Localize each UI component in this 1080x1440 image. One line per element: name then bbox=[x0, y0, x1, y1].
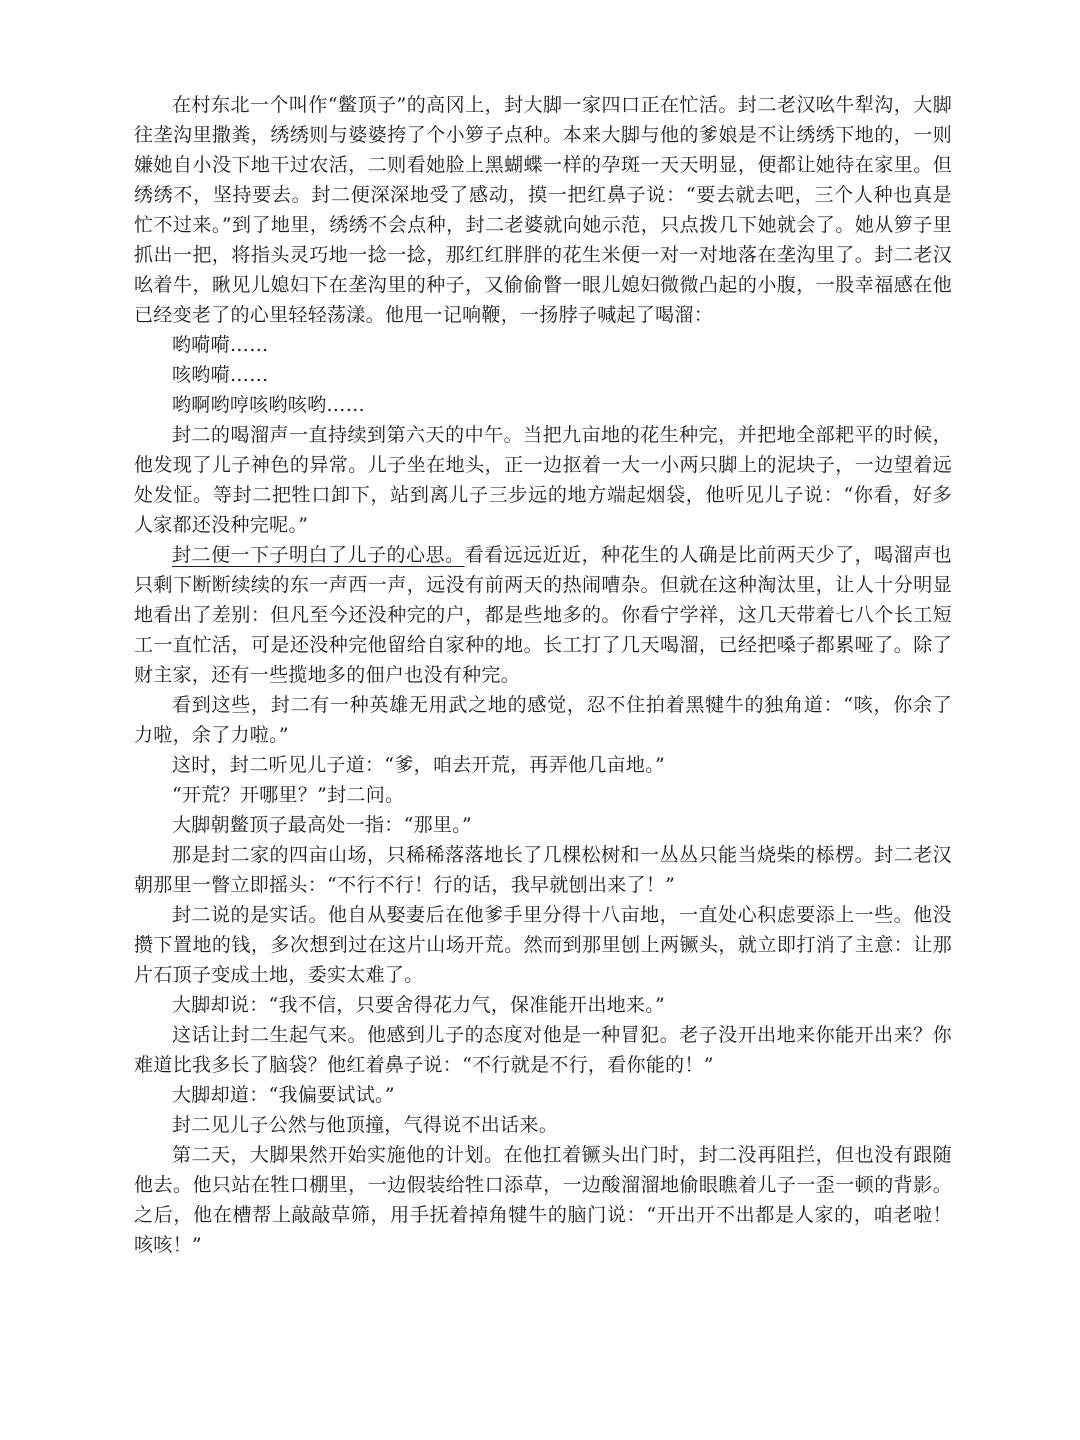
paragraph-16: 封二见儿子公然与他顶撞，气得说不出话来。 bbox=[172, 1114, 559, 1136]
paragraph-15: 大脚却道：“我偏要试试。” bbox=[172, 1084, 395, 1106]
paragraph-10: 大脚朝鳖顶子最高处一指：“那里。” bbox=[172, 814, 473, 836]
paragraph-call-3: 哟啊哟哼咳哟咳哟…… bbox=[172, 394, 366, 416]
paragraph-underlined-rest: 看看远远近近，种花生的人确是比前两天少了，喝溜声也只剩下断断续续的东一声西一声，远没有前两天的热闹嘈杂。但就在这种淘汰里，让人十分明显地看出了差别：但凡至今还没种完的户，都是些地多的。你看宁学祥，这几天带着七八个长工短工一直忙活，可是还没种完他留给自家种的地。长工打了几天喝溜，已经把嗓子都累哑了。除了财主家，还有一些揽地多的佃户也没有种完。 bbox=[134, 544, 952, 686]
underlined-sentence: 封二便一下子明白了儿子的心思。 bbox=[172, 544, 465, 566]
paragraph-14: 这话让封二生起气来。他感到儿子的态度对他是一种冒犯。老子没开出地来你能开出来？你难道比我多长了脑袋？他红着鼻子说：“不行就是不行，看你能的！” bbox=[134, 1024, 952, 1076]
paragraph-11: 那是封二家的四亩山场，只稀稀落落地长了几棵松树和一丛丛只能当烧柴的㮇楞。封二老汉朝那里一瞥立即摇头：“不行不行！行的话，我早就刨出来了！” bbox=[134, 844, 952, 896]
paragraph-17: 第二天，大脚果然开始实施他的计划。在他扛着镢头出门时，封二没再阻拦，但也没有跟随他去。他只站在牲口棚里，一边假装给牲口添草，一边酸溜溜地偷眼瞧着儿子一歪一顿的背影。之后，他在槽帮上敲敲草筛，用手抚着掉角犍牛的脑门说：“开出开不出都是人家的，咱老啦！咳咳！” bbox=[134, 1144, 952, 1256]
paragraph-underlined bbox=[134, 540, 952, 690]
novel-page bbox=[134, 90, 952, 1260]
paragraph-7: 看到这些，封二有一种英雄无用武之地的感觉，忍不住拍着黑犍牛的独角道：“咳，你余了力啦，余了力啦。” bbox=[134, 694, 952, 746]
paragraph-1: 在村东北一个叫作“鳖顶子”的高冈上，封大脚一家四口正在忙活。封二老汉吆牛犁沟，大脚往垄沟里撒粪，绣绣则与婆婆挎了个小箩子点种。本来大脚与他的爹娘是不让绣绣下地的，一则嫌她自小没下地干过农活，二则看她脸上黑蝴蝶一样的孕斑一天天明显，便都让她待在家里。但绣绣不，坚持要去。封二便深深地受了感动，摸一把红鼻子说：“要去就去吧，三个人种也真是忙不过来。”到了地里，绣绣不会点种，封二老婆就向她示范，只点拨几下她就会了。她从箩子里抓出一把，将指头灵巧地一捻一捻，那红红胖胖的花生米便一对一对地落在垄沟里了。封二老汉吆着牛，瞅见儿媳妇下在垄沟里的种子，又偷偷瞥一眼儿媳妇微微凸起的小腹，一股幸福感在他已经变老了的心里轻轻荡漾。他甩一记响鞭，一扬脖子喊起了喝溜： bbox=[134, 94, 952, 326]
paragraph-call-2: 咳哟嗬…… bbox=[172, 364, 269, 386]
paragraph-5: 封二的喝溜声一直持续到第六天的中午。当把九亩地的花生种完，并把地全部耙平的时候，他发现了儿子神色的异常。儿子坐在地头，正一边抠着一大一小两只脚上的泥块子，一边望着远处发怔。等封二把牲口卸下，站到离儿子三步远的地方端起烟袋，他听见儿子说：“你看，好多人家都还没种完呢。” bbox=[134, 424, 952, 536]
paragraph-12: 封二说的是实话。他自从娶妻后在他爹手里分得十八亩地，一直处心积虑要添上一些。他没攒下置地的钱，多次想到过在这片山场开荒。然而到那里刨上两镢头，就立即打消了主意：让那片石顶子变成土地，委实太难了。 bbox=[134, 904, 952, 986]
paragraph-8: 这时，封二听见儿子道：“爹，咱去开荒，再弄他几亩地。” bbox=[172, 754, 666, 776]
paragraph-9: “开荒？开哪里？”封二问。 bbox=[172, 784, 405, 806]
paragraph-call-1: 哟嗬嗬…… bbox=[172, 334, 269, 356]
paragraph-13: 大脚却说：“我不信，只要舍得花力气，保准能开出地来。” bbox=[172, 994, 666, 1016]
